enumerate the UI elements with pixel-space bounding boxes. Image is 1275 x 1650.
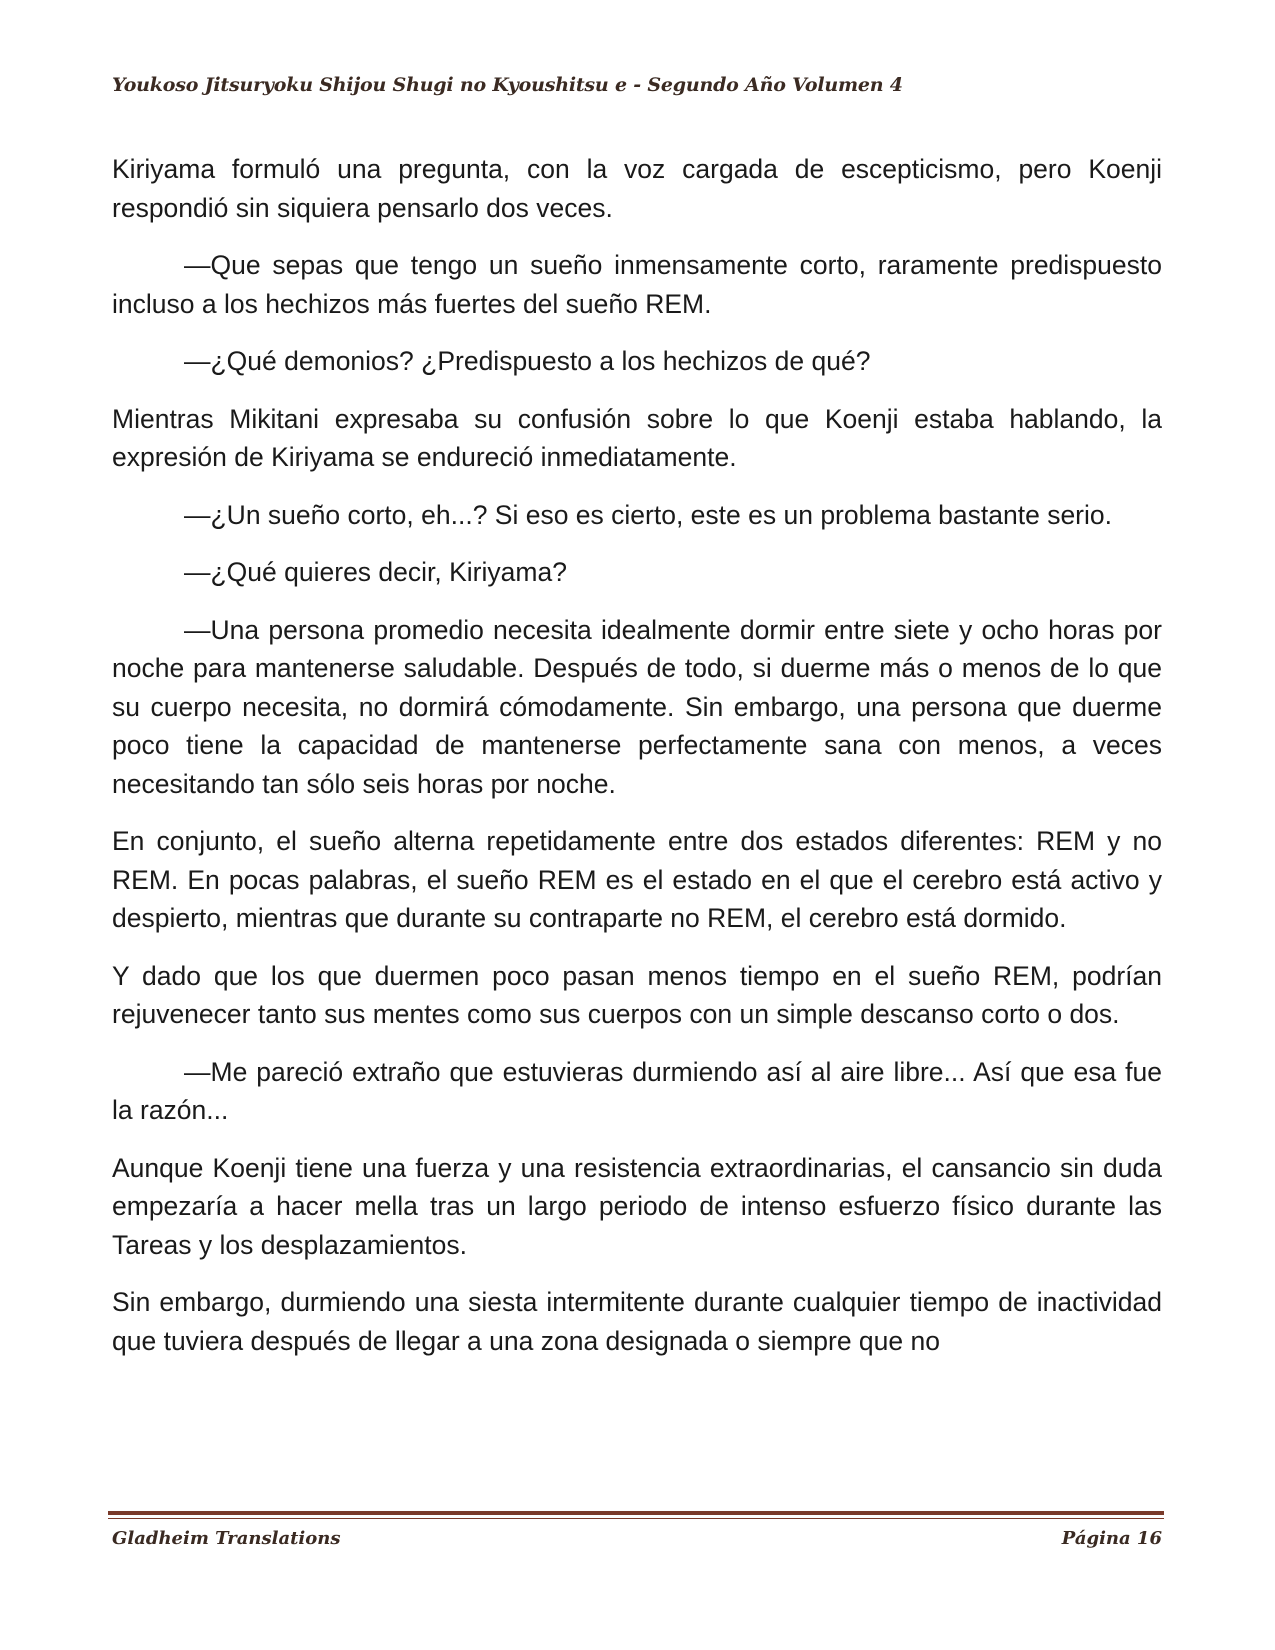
dialogue-paragraph: —Una persona promedio necesita idealmente dormir entre siete y ocho horas por noche para mantenerse saludable. Después de todo, si duerme más o menos de lo que su cuerpo necesita, no dormirá cómodamente. Sin embargo, una persona que duerme poco tiene la capacidad de mantenerse perfectamente sana con menos, a veces necesitando tan sólo seis horas por noche. <box>112 614 1162 799</box>
footer-divider-thick <box>108 1511 1164 1515</box>
page-number: Página 16 <box>1061 1528 1162 1549</box>
dialogue-paragraph: —¿Qué quieres decir, Kiriyama? <box>184 557 567 587</box>
dialogue-paragraph: —Que sepas que tengo un sueño inmensamente corto, raramente predispuesto incluso a los hechizos más fuertes del sueño REM. <box>112 250 1162 319</box>
paragraph: Aunque Koenji tiene una fuerza y una resistencia extraordinarias, el cansancio sin duda empezaría a hacer mella tras un largo periodo de intenso esfuerzo físico durante las Tareas y los desplazamientos. <box>112 1152 1162 1260</box>
paragraph: Sin embargo, durmiendo una siesta intermitente durante cualquier tiempo de inactividad que tuviera después de llegar a una zona designada o siempre que no <box>112 1287 1162 1356</box>
page-body <box>112 150 1162 1379</box>
dialogue-paragraph: —¿Qué demonios? ¿Predispuesto a los hechizos de qué? <box>184 346 871 376</box>
paragraph: Kiriyama formuló una pregunta, con la voz cargada de escepticismo, pero Koenji respondió sin siquiera pensarlo dos veces. <box>112 154 1162 223</box>
paragraph: Mientras Mikitani expresaba su confusión sobre lo que Koenji estaba hablando, la expresión de Kiriyama se endureció inmediatamente. <box>112 403 1162 472</box>
paragraph: Y dado que los que duermen poco pasan menos tiempo en el sueño REM, podrían rejuvenecer tanto sus mentes como sus cuerpos con un simple descanso corto o dos. <box>112 960 1162 1029</box>
running-header: Youkoso Jitsuryoku Shijou Shugi no Kyoushitsu e - Segundo Año Volumen 4 <box>112 74 903 96</box>
footer-publisher: Gladheim Translations <box>112 1528 341 1549</box>
footer-divider-thin <box>108 1518 1164 1519</box>
dialogue-paragraph: —¿Un sueño corto, eh...? Si eso es cierto, este es un problema bastante serio. <box>184 499 1112 530</box>
dialogue-paragraph: —Me pareció extraño que estuvieras durmiendo así al aire libre... Así que esa fue la razón... <box>112 1056 1162 1125</box>
running-footer <box>112 1528 1162 1549</box>
paragraph: En conjunto, el sueño alterna repetidamente entre dos estados diferentes: REM y no REM. En pocas palabras, el sueño REM es el estado en el que el cerebro está activo y despierto, mientras que durante su contraparte no REM, el cerebro está dormido. <box>112 826 1162 933</box>
